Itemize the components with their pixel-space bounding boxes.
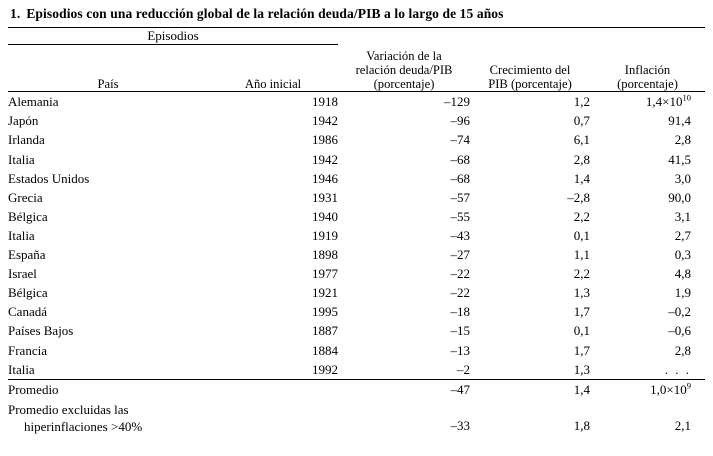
summary-debt-change: –33 <box>450 417 470 433</box>
cell-inflation <box>590 92 705 111</box>
summary-row <box>8 399 705 435</box>
cell-gdp-growth: 1,3 <box>573 361 590 377</box>
table-row <box>8 264 705 283</box>
table-row <box>8 188 705 207</box>
summary-gdp-growth: 1,4 <box>573 381 590 397</box>
cell-inflation-value: 3,1 <box>674 208 691 224</box>
cell-year: 1992 <box>312 361 338 377</box>
summary-inflation <box>590 399 705 435</box>
table-number: 1. <box>10 6 21 21</box>
col-header-gdp-growth: Crecimiento del PIB (porcentaje) <box>488 63 572 92</box>
table-row <box>8 360 705 379</box>
cell-gdp-growth: 0,7 <box>573 113 590 129</box>
cell-inflation-value: 1,9 <box>674 285 691 301</box>
cell-debt-change: –68 <box>450 170 470 186</box>
cell-debt-change: –96 <box>450 113 470 129</box>
cell-inflation <box>590 207 705 226</box>
cell-inflation <box>590 188 705 207</box>
cell-year: 1919 <box>312 227 338 243</box>
summary-row <box>8 380 705 399</box>
episodes-table-body-wrapper <box>8 92 705 378</box>
cell-inflation-value: 0,3 <box>674 247 691 263</box>
summary-inflation-exponent: 9 <box>686 380 691 391</box>
cell-inflation <box>590 111 705 130</box>
cell-gdp-growth: 1,4 <box>573 170 590 186</box>
cell-gdp-growth: 1,2 <box>573 94 590 110</box>
summary-label <box>8 399 338 435</box>
cell-country: España <box>8 247 46 263</box>
cell-debt-change: –68 <box>450 151 470 167</box>
summary-table <box>8 380 705 435</box>
summary-inflation <box>590 380 705 399</box>
cell-year: 1986 <box>312 132 338 148</box>
summary-gdp-growth: 1,8 <box>573 417 590 433</box>
cell-country: Bélgica <box>8 208 48 224</box>
cell-debt-change: –22 <box>450 285 470 301</box>
cell-debt-change: –57 <box>450 189 470 205</box>
summary-label-line2: hiperinflaciones >40% <box>24 418 143 434</box>
episodes-table <box>8 28 705 91</box>
cell-debt-change: –15 <box>450 323 470 339</box>
cell-year: 1921 <box>312 285 338 301</box>
cell-year: 1942 <box>312 113 338 129</box>
cell-year: 1887 <box>312 323 338 339</box>
cell-gdp-growth: 0,1 <box>573 323 590 339</box>
col-header-country: País <box>97 77 119 92</box>
cell-debt-change: –27 <box>450 247 470 263</box>
cell-inflation <box>590 226 705 245</box>
cell-country: Italia <box>8 361 35 377</box>
table-row <box>8 150 705 169</box>
cell-inflation-exponent: 10 <box>682 92 691 103</box>
table-title-text: Episodios con una reducción global de la relación deuda/PIB a lo largo de 15 años <box>26 6 504 21</box>
cell-country: Japón <box>8 113 39 129</box>
cell-country: Italia <box>8 151 35 167</box>
column-header-row <box>8 49 705 91</box>
cell-inflation-value: 2,7 <box>674 227 691 243</box>
cell-inflation <box>590 360 705 379</box>
summary-debt-change: –47 <box>450 381 470 397</box>
cell-inflation-value: 4,8 <box>674 266 691 282</box>
cell-inflation-value: 41,5 <box>668 151 691 167</box>
summary-label-line1: Promedio <box>8 381 59 397</box>
cell-inflation-value: 91,4 <box>668 113 691 129</box>
cell-inflation-value: –0,2 <box>668 304 691 320</box>
cell-year: 1940 <box>312 208 338 224</box>
table-row <box>8 245 705 264</box>
cell-inflation-value: 2,8 <box>674 132 691 148</box>
cell-inflation <box>590 150 705 169</box>
col-header-inflation: Inflación (porcentaje) <box>617 63 678 92</box>
cell-country: Francia <box>8 342 47 358</box>
cell-gdp-growth: 2,2 <box>573 266 590 282</box>
cell-gdp-growth: –2,8 <box>567 189 590 205</box>
summary-label-line1: Promedio excluidas las <box>8 401 129 417</box>
cell-debt-change: –43 <box>450 227 470 243</box>
table-row <box>8 111 705 130</box>
summary-body <box>8 380 705 435</box>
cell-gdp-growth: 2,2 <box>573 208 590 224</box>
cell-year: 1898 <box>312 247 338 263</box>
cell-gdp-growth: 1,7 <box>573 304 590 320</box>
cell-gdp-growth: 1,3 <box>573 285 590 301</box>
cell-year: 1884 <box>312 342 338 358</box>
cell-gdp-growth: 1,7 <box>573 342 590 358</box>
cell-gdp-growth: 2,8 <box>573 151 590 167</box>
summary-inflation-value: 2,1 <box>674 417 691 433</box>
cell-inflation-value: 1,4×10 <box>645 94 683 110</box>
col-header-year: Año inicial <box>244 77 302 92</box>
table-title <box>8 0 705 27</box>
cell-inflation-value: 2,8 <box>674 342 691 358</box>
cell-inflation <box>590 341 705 360</box>
table-row <box>8 283 705 302</box>
cell-inflation <box>590 321 705 340</box>
cell-debt-change: –74 <box>450 132 470 148</box>
cell-inflation <box>590 264 705 283</box>
cell-debt-change: –13 <box>450 342 470 358</box>
cell-year: 1918 <box>312 94 338 110</box>
cell-country: Italia <box>8 227 35 243</box>
cell-debt-change: –129 <box>444 94 470 110</box>
cell-gdp-growth: 1,1 <box>573 247 590 263</box>
cell-country: Bélgica <box>8 285 48 301</box>
table-row <box>8 169 705 188</box>
table-head <box>8 28 705 91</box>
table-row <box>8 226 705 245</box>
cell-debt-change: –18 <box>450 304 470 320</box>
cell-inflation <box>590 302 705 321</box>
cell-country: Irlanda <box>8 132 45 148</box>
cell-country: Alemania <box>8 94 59 110</box>
cell-year: 1931 <box>312 189 338 205</box>
group-header-episodios: Episodios <box>8 28 338 45</box>
cell-gdp-growth: 6,1 <box>573 132 590 148</box>
cell-gdp-growth: 0,1 <box>573 227 590 243</box>
cell-debt-change: –2 <box>457 361 470 377</box>
cell-year: 1942 <box>312 151 338 167</box>
cell-year: 1946 <box>312 170 338 186</box>
cell-inflation <box>590 283 705 302</box>
table-row <box>8 92 705 111</box>
cell-inflation-value: –0,6 <box>668 323 691 339</box>
cell-country: Grecia <box>8 189 43 205</box>
cell-country: Países Bajos <box>8 323 74 339</box>
cell-year: 1977 <box>312 266 338 282</box>
cell-country: Israel <box>8 266 37 282</box>
cell-inflation-value: . . . <box>664 361 691 377</box>
cell-inflation-value: 90,0 <box>668 189 691 205</box>
table-row <box>8 341 705 360</box>
cell-country: Estados Unidos <box>8 170 90 186</box>
cell-inflation <box>590 169 705 188</box>
table-body <box>8 92 705 378</box>
cell-debt-change: –22 <box>450 266 470 282</box>
cell-inflation-value: 3,0 <box>674 170 691 186</box>
table-row <box>8 130 705 149</box>
cell-inflation <box>590 245 705 264</box>
table-row <box>8 302 705 321</box>
cell-country: Canadá <box>8 304 47 320</box>
summary-label <box>8 380 338 399</box>
group-header-row <box>8 28 705 45</box>
table-row <box>8 207 705 226</box>
table-row <box>8 321 705 340</box>
cell-inflation <box>590 130 705 149</box>
cell-year: 1995 <box>312 304 338 320</box>
summary-inflation-value: 1,0×10 <box>650 381 687 397</box>
col-header-debt-change: Variación de la relación deuda/PIB (porcentaje) <box>355 49 453 92</box>
cell-debt-change: –55 <box>450 208 470 224</box>
